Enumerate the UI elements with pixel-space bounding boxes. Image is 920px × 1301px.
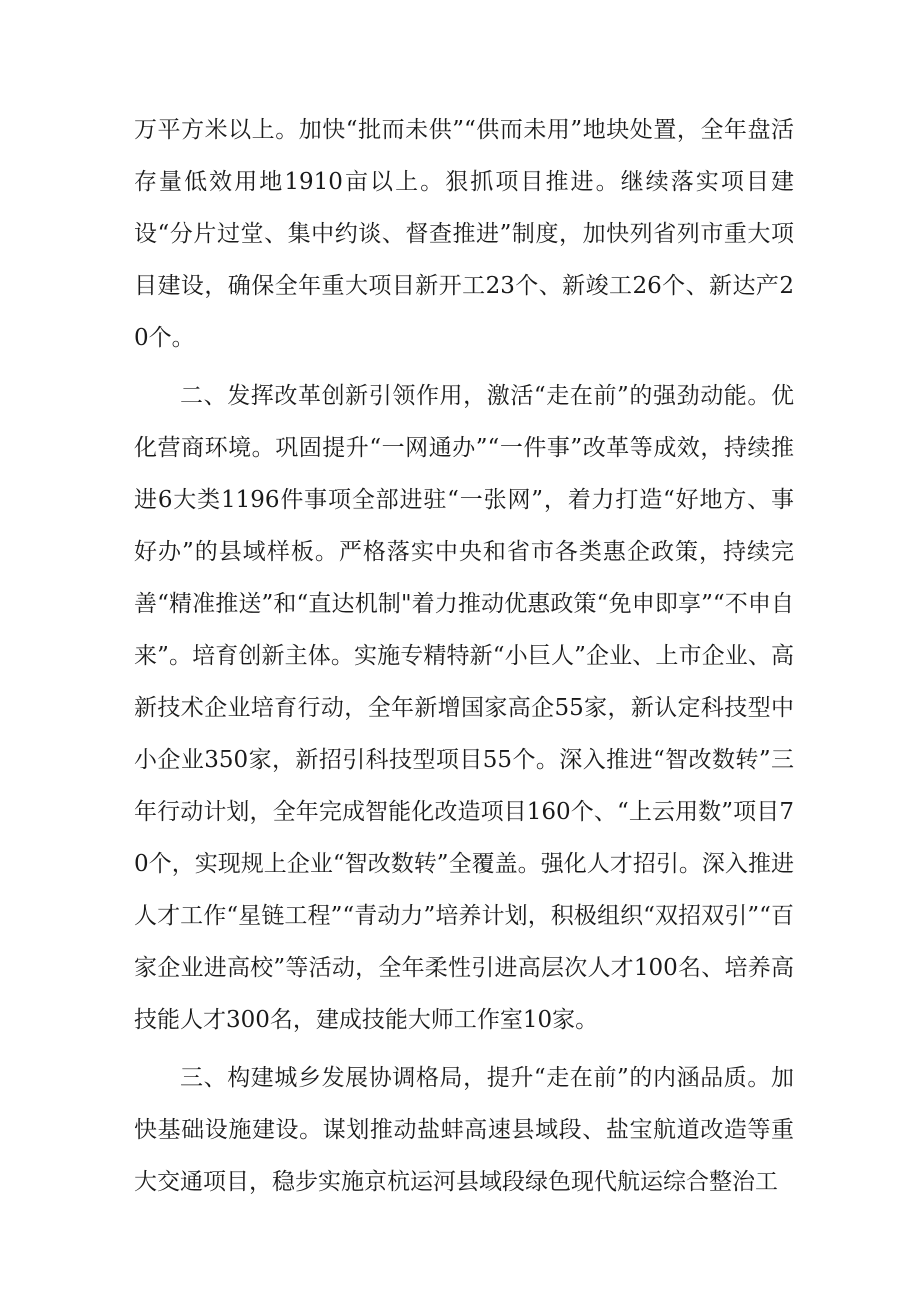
paragraph-2: 二、发挥改革创新引领作用，激活“走在前”的强劲动能。优化营商环境。巩固提升“一网通办”“一件事”改革等成效，持续推进6大类1196件事项全部进驻“一张网”，着力打造“好地方、事好办”的县域样板。严格落实中央和省市各类惠企政策，持续完善“精准推送”和“直达机制"着力推动优惠政策“免申即享”“不申自来”。培育创新主体。实施专精特新“小巨人”企业、上市企业、高新技术企业培育行动，全年新增国家高企55家，新认定科技型中小企业350家，新招引科技型项目55个。深入推进“智改数转”三年行动计划，全年完成智能化改造项目160个、“上云用数”项目70个，实现规上企业“智改数转”全覆盖。强化人才招引。深入推进人才工作“星链工程”“青动力”培养计划，积极组织“双招双引”“百家企业进高校”等活动，全年柔性引进高层次人才100名、培养高技能人才300名，建成技能大师工作室10家。 — [134, 383, 794, 1033]
paragraph-3: 三、构建城乡发展协调格局，提升“走在前”的内涵品质。加快基础设施建设。谋划推动盐蚌高速县域段、盐宝航道改造等重大交通项目，稳步实施京杭运河县域段绿色现代航运综合整治工 — [134, 1065, 794, 1195]
paragraph-1: 万平方米以上。加快“批而未供”“供而未用”地块处置，全年盘活存量低效用地1910亩以上。狠抓项目推进。继续落实项目建设“分片过堂、集中约谈、督查推进”制度，加快列省列市重大项目建设，确保全年重大项目新开工23个、新竣工26个、新达产20个。 — [134, 117, 794, 351]
document-page — [134, 104, 794, 1208]
